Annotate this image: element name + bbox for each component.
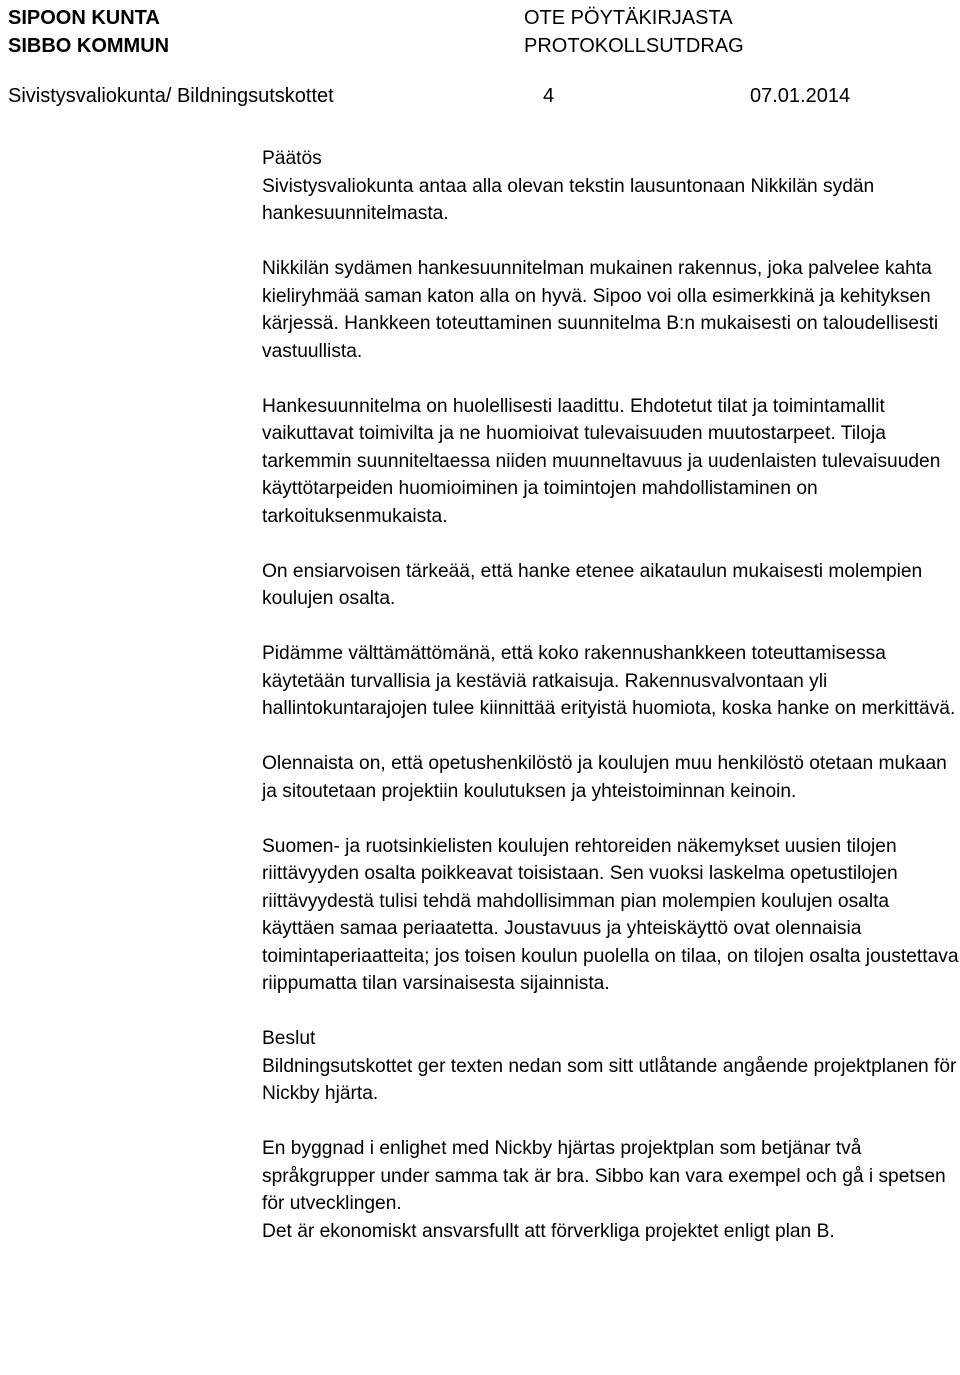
paragraph: En byggnad i enlighet med Nickby hjärtas projektplan som betjänar två språkgrupper under samma tak är bra. Sibbo kan vara exempel och gå i spetsen för utvecklingen.	[262, 1138, 946, 1214]
document-type-sv: PROTOKOLLSUTDRAG	[524, 35, 744, 57]
meeting-date: 07.01.2014	[750, 85, 851, 107]
document-type-fi: OTE PÖYTÄKIRJASTA	[524, 7, 733, 29]
paragraph: Olennaista on, että opetushenkilöstö ja koulujen muu henkilöstö otetaan mukaan ja sitoutetaan projektiin koulutuksen ja yhteistoiminnan keinoin.	[262, 753, 947, 802]
paragraph: Pidämme välttämättömänä, että koko rakennushankkeen toteuttamisessa käytetään turvallisia ja kestäviä ratkaisuja. Rakennusvalvontaan yli hallintokuntarajojen tulee kiinnittää erityistä huomiota, koska hanke on merkittävä.	[262, 643, 956, 719]
paragraph: Suomen- ja ruotsinkielisten koulujen rehtoreiden näkemykset uusien tilojen riittävyyden osalta poikkeavat toisistaan. Sen vuoksi laskelma opetustilojen riittävyydestä tulisi tehdä mahdollisimman pian molempien koulujen osalta käyttäen samaa periaatetta. Joustavuus ja yhteiskäyttö ovat olennaisia toimintaperiaatteita; jos toisen koulun puolella on tilaa, on tilojen osalta joustettava riippumatta tilan varsinaisesta sijainnista.	[262, 835, 959, 994]
paragraph: Bildningsutskottet ger texten nedan som sitt utlåtande angående projektplanen för Nickby hjärta.	[262, 1055, 957, 1104]
municipality-name-sv: SIBBO KOMMUN	[8, 35, 170, 57]
meeting-info-row	[8, 82, 908, 110]
paragraph: Hankesuunnitelma on huolellisesti laadittu. Ehdotetut tilat ja toimintamallit vaikuttavat toimivilta ja ne huomioivat tulevaisuuden muutostarpeet. Tiloja tarkemmin suunniteltaessa niiden muunneltavuus ja uudenlaisten tulevaisuuden käyttötarpeiden huomioiminen ja toimintojen mahdollistaminen on tarkoituksenmukaista.	[262, 395, 941, 527]
paragraph: Det är ekonomiskt ansvarsfullt att förverkliga projektet enligt plan B.	[262, 1220, 835, 1242]
committee-name: Sivistysvaliokunta/ Bildningsutskottet	[8, 85, 334, 107]
municipality-name-fi: SIPOON KUNTA	[8, 7, 160, 29]
section-heading-beslut: Beslut	[262, 1028, 316, 1049]
municipality-name	[8, 4, 169, 60]
paragraph: Sivistysvaliokunta antaa alla olevan tekstin lausuntonaan Nikkilän sydän hankesuunnitelmasta.	[262, 175, 875, 224]
section-heading-paatos: Päätös	[262, 148, 322, 169]
paragraph: Nikkilän sydämen hankesuunnitelman mukainen rakennus, joka palvelee kahta kieliryhmää saman katon alla on hyvä. Sipoo voi olla esimerkkinä ja kehityksen kärjessä. Hankkeen toteuttaminen suunnitelma B:n mukaisesti on taloudellisesti vastuullista.	[262, 258, 939, 362]
paragraph: On ensiarvoisen tärkeää, että hanke etenee aikataulun mukaisesti molempien koulujen osalta.	[262, 560, 923, 609]
page-number: 4	[543, 85, 555, 107]
document-type	[524, 4, 744, 60]
document-body	[262, 145, 960, 1245]
